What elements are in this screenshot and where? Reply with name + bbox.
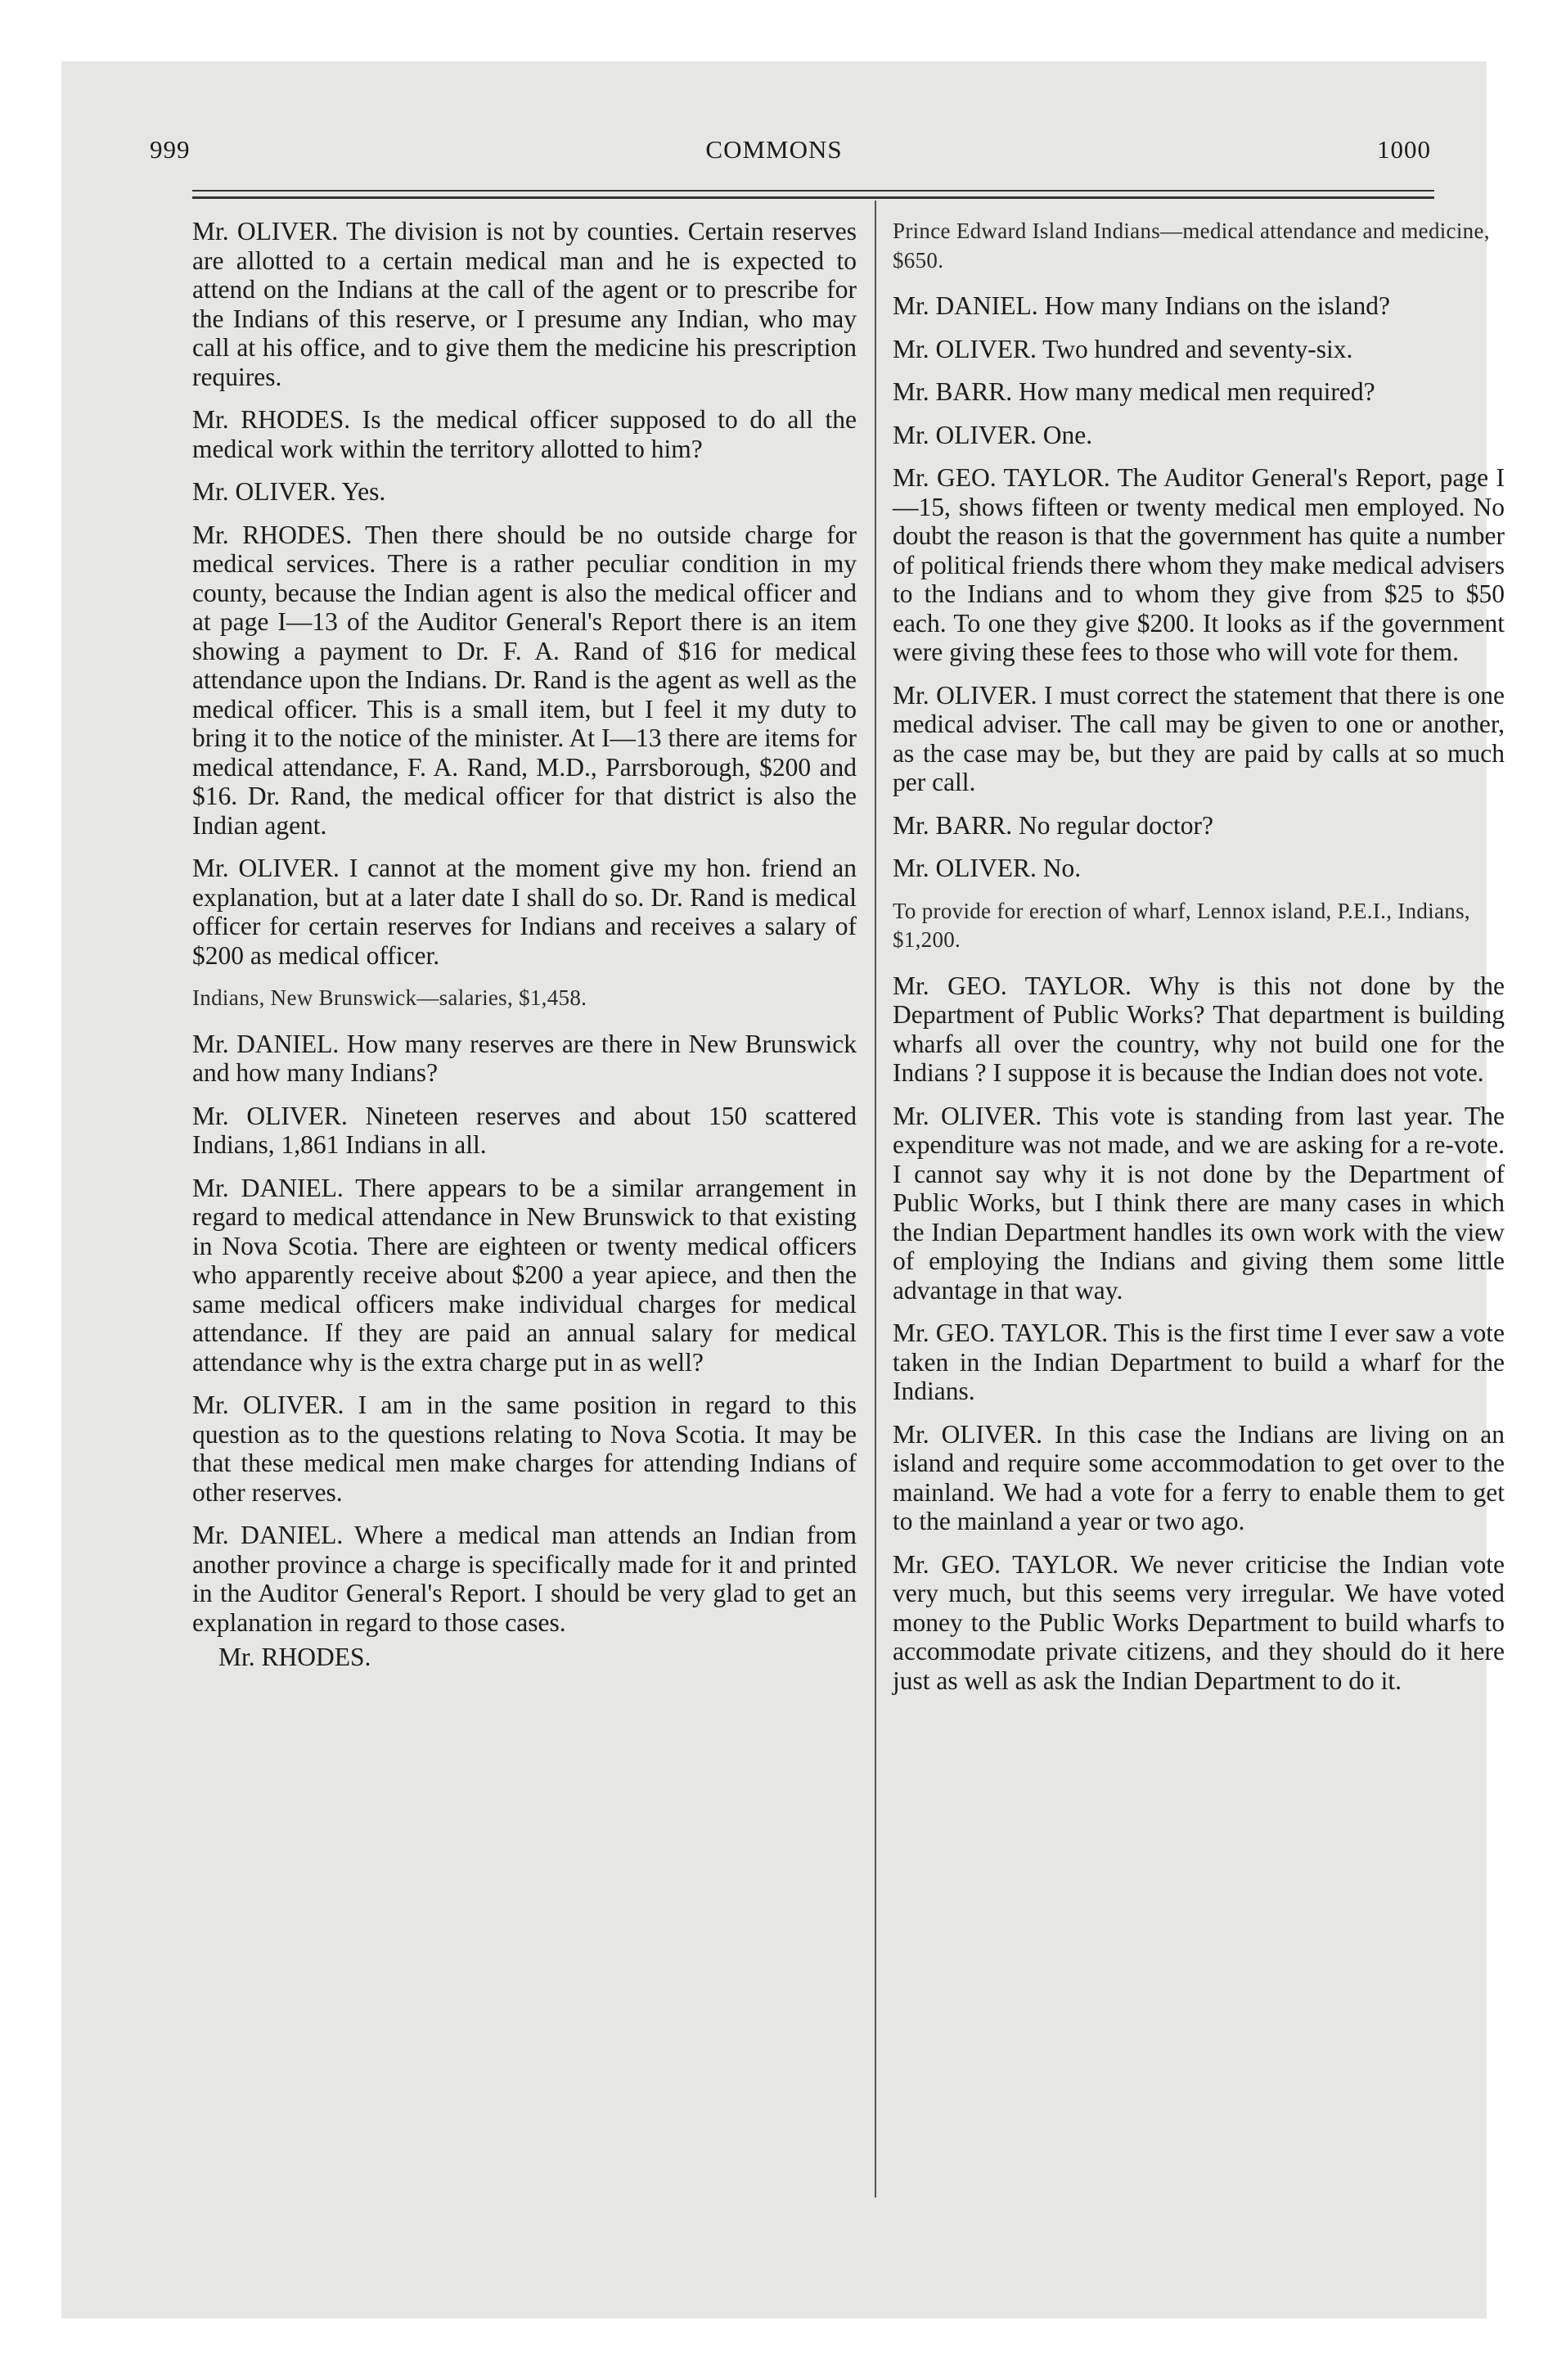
page-header [61, 135, 1487, 184]
paragraph: Mr. DANIEL. Where a medical man attends an Indian from another province a charge is specifically made for it and printed in the Auditor General's Report. I should be very glad to get an explanation in regard to those cases. [192, 1521, 857, 1637]
paragraph: Mr. OLIVER. This vote is standing from last year. The expenditure was not made, and we are asking for a re-vote. I cannot say why it is not done by the Department of Public Works, but I think there are many cases in which the Indian Department handles its own work with the view of employing the Indians and giving them some little advantage in that way. [893, 1101, 1505, 1305]
paragraph: Mr. OLIVER. The division is not by counties. Certain reserves are allotted to a certain medical man and he is expected to attend on the Indians at the call of the agent or to prescribe for the Indians of this reserve, or I presume any Indian, who may call at his office, and to give them the medicine his prescription requires. [192, 217, 857, 391]
paragraph: Mr. RHODES. Is the medical officer supposed to do all the medical work within the territory allotted to him? [192, 405, 857, 463]
column-divider [875, 201, 876, 2197]
paragraph: Mr. OLIVER. Yes. [192, 477, 386, 506]
page-number-left: 999 [150, 135, 191, 164]
paragraph: Mr. GEO. TAYLOR. We never criticise the Indian vote very much, but this seems very irregular. We have voted money to the Public Works Department to build wharfs to accommodate private citizens, and they should do it here just as well as ask the Indian Department to do it. [893, 1549, 1505, 1695]
paragraph: Mr. BARR. How many medical men required? [893, 377, 1375, 406]
paragraph: Mr. OLIVER. I must correct the statement that there is one medical adviser. The call may be given to one or another, as the case may be, but they are paid by calls at so much per call. [893, 680, 1505, 796]
paragraph: Mr. RHODES. Then there should be no outside charge for medical services. There is a rather peculiar condition in my county, because the Indian agent is also the medical officer and at page I—13 of the Auditor General's Report there is an item showing a payment to Dr. F. A. Rand of $16 for medical attendance upon the Indians. Dr. Rand is the agent as well as the medical officer. This is a small item, but I feel it my duty to bring it to the notice of the minister. At I—13 there are items for medical attendance, F. A. Rand, M.D., Parrsborough, $200 and $16. Dr. Rand, the medical officer for that district is also the Indian agent. [192, 520, 857, 840]
speaker-continuation: Mr. RHODES. [218, 1643, 371, 1671]
paragraph: Mr. DANIEL. There appears to be a similar arrangement in regard to medical attendance in New Brunswick to that existing in Nova Scotia. There are eighteen or twenty medical officers who apparently receive about $200 a year apiece, and then the same medical officers make individual charges for medical attendance. If they are paid an annual salary for medical attendance why is the extra charge put in as well? [192, 1173, 857, 1377]
left-column [192, 217, 857, 1686]
paragraph: Mr. OLIVER. I cannot at the moment give my hon. friend an explanation, but at a later date I shall do so. Dr. Rand is medical officer for certain reserves for Indians and receives a salary of $200 as medical officer. [192, 854, 857, 970]
paragraph: Mr. OLIVER. I am in the same position in regard to this question as to the questions relating to Nova Scotia. It may be that these medical men make charges for attending Indians of other reserves. [192, 1391, 857, 1507]
right-column [893, 217, 1505, 1709]
paragraph: Mr. OLIVER. In this case the Indians are living on an island and require some accommodation to get over to the mainland. We had a vote for a ferry to enable them to get to the mainland a year or two ago. [893, 1419, 1505, 1535]
paragraph: Mr. BARR. No regular doctor? [893, 810, 1213, 840]
header-rule-thin [192, 190, 1434, 192]
paragraph: Mr. GEO. TAYLOR. Why is this not done by the Department of Public Works? That department is building wharfs all over the country, why not build one for the Indians ? I suppose it is because the Indian does not vote. [893, 971, 1505, 1087]
budget-item: Indians, New Brunswick—salaries, $1,458. [192, 985, 587, 1010]
paragraph: Mr. OLIVER. Two hundred and seventy-six. [893, 334, 1353, 363]
paragraph: Mr. OLIVER. One. [893, 420, 1093, 449]
paragraph: Mr. DANIEL. How many reserves are there in New Brunswick and how many Indians? [192, 1029, 857, 1087]
paragraph: Mr. OLIVER. Nineteen reserves and about 150 scattered Indians, 1,861 Indians in all. [192, 1101, 857, 1159]
header-rule-thick [192, 196, 1434, 199]
page-number-right: 1000 [1377, 135, 1431, 164]
paragraph: Mr. OLIVER. No. [893, 854, 1082, 882]
paragraph: Mr. GEO. TAYLOR. This is the first time I ever saw a vote taken in the Indian Department to build a wharf for the Indians. [893, 1318, 1505, 1405]
page-sheet [61, 61, 1505, 2319]
budget-item: To provide for erection of wharf, Lennox island, P.E.I., Indians, $1,200. [893, 898, 1470, 952]
budget-item: Prince Edward Island Indians—medical attendance and medicine, $650. [893, 219, 1490, 273]
paragraph: Mr. DANIEL. How many Indians on the island? [893, 291, 1391, 320]
paragraph: Mr. GEO. TAYLOR. The Auditor General's Report, page I—15, shows fifteen or twenty medical men employed. No doubt the reason is that the government has quite a number of political friends there whom they make medical advisers to the Indians and to whom they give from $25 to $50 each. To one they give $200. It looks as if the government were giving these fees to those who will vote for them. [893, 463, 1505, 666]
page-title: COMMONS [705, 135, 843, 164]
